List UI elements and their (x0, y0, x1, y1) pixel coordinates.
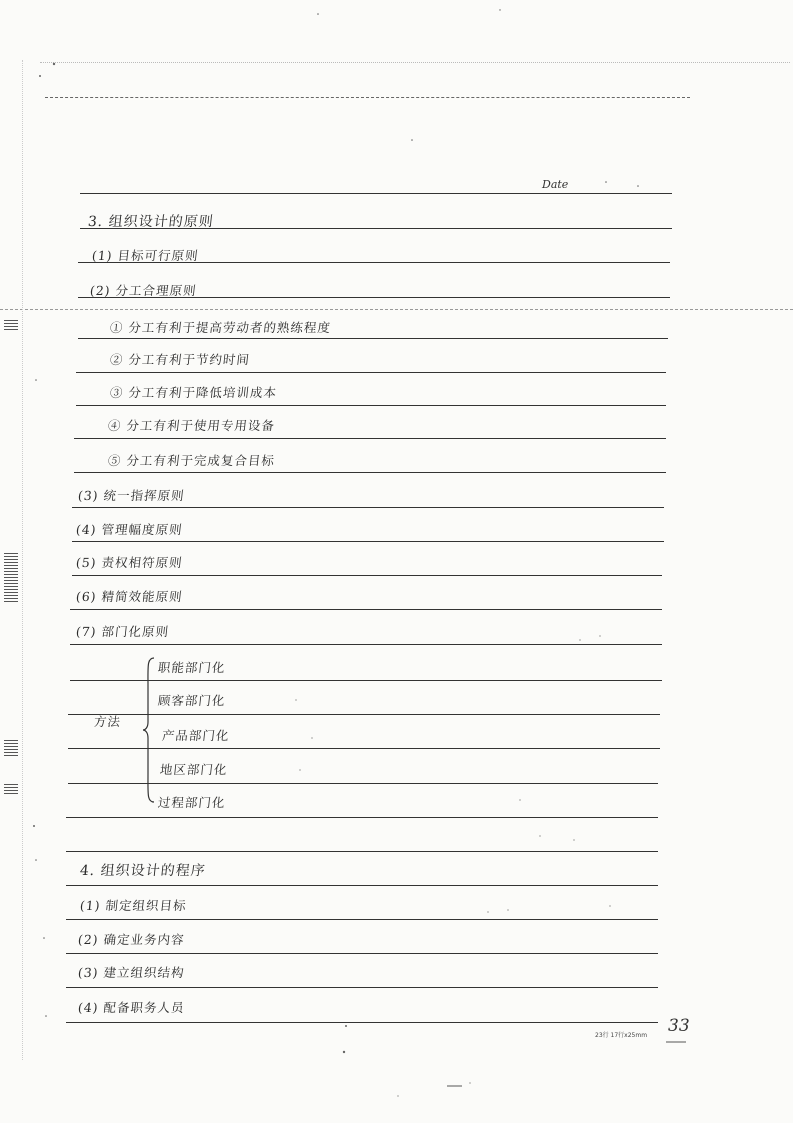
paper-spec: 23行 17行x25mm (595, 1032, 648, 1039)
page-number: 33 (668, 1016, 690, 1036)
sub-item: ⑤ 分工有利于完成复合目标 (107, 453, 276, 468)
principle-item: (3) 统一指挥原则 (77, 488, 186, 503)
method-item: 顾客部门化 (157, 693, 227, 708)
procedure-item: (4) 配备职务人员 (77, 1000, 186, 1015)
principle-item: (5) 责权相符原则 (75, 555, 184, 570)
sub-item: ④ 分工有利于使用专用设备 (107, 418, 276, 433)
procedure-item: (2) 确定业务内容 (77, 932, 186, 947)
principle-item: (1) 目标可行原则 (91, 248, 200, 263)
section4-title: 4. 组织设计的程序 (79, 863, 207, 879)
sub-item: ② 分工有利于节约时间 (109, 352, 251, 367)
sub-item: ① 分工有利于提高劳动者的熟练程度 (109, 320, 332, 335)
section3-title: 3. 组织设计的原则 (87, 214, 215, 230)
method-item: 过程部门化 (157, 795, 227, 810)
principle-item: (4) 管理幅度原则 (75, 522, 184, 537)
date-label: Date (542, 178, 569, 191)
procedure-item: (3) 建立组织结构 (77, 965, 186, 980)
principle-item: (6) 精简效能原则 (75, 589, 184, 604)
sub-item: ③ 分工有利于降低培训成本 (109, 385, 278, 400)
principle-item: (2) 分工合理原则 (89, 283, 198, 298)
methods-label: 方法 (93, 714, 122, 729)
procedure-item: (1) 制定组织目标 (79, 898, 188, 913)
method-item: 产品部门化 (161, 728, 231, 743)
method-item: 职能部门化 (157, 660, 227, 675)
principle-item: (7) 部门化原则 (75, 624, 170, 639)
method-item: 地区部门化 (159, 762, 229, 777)
